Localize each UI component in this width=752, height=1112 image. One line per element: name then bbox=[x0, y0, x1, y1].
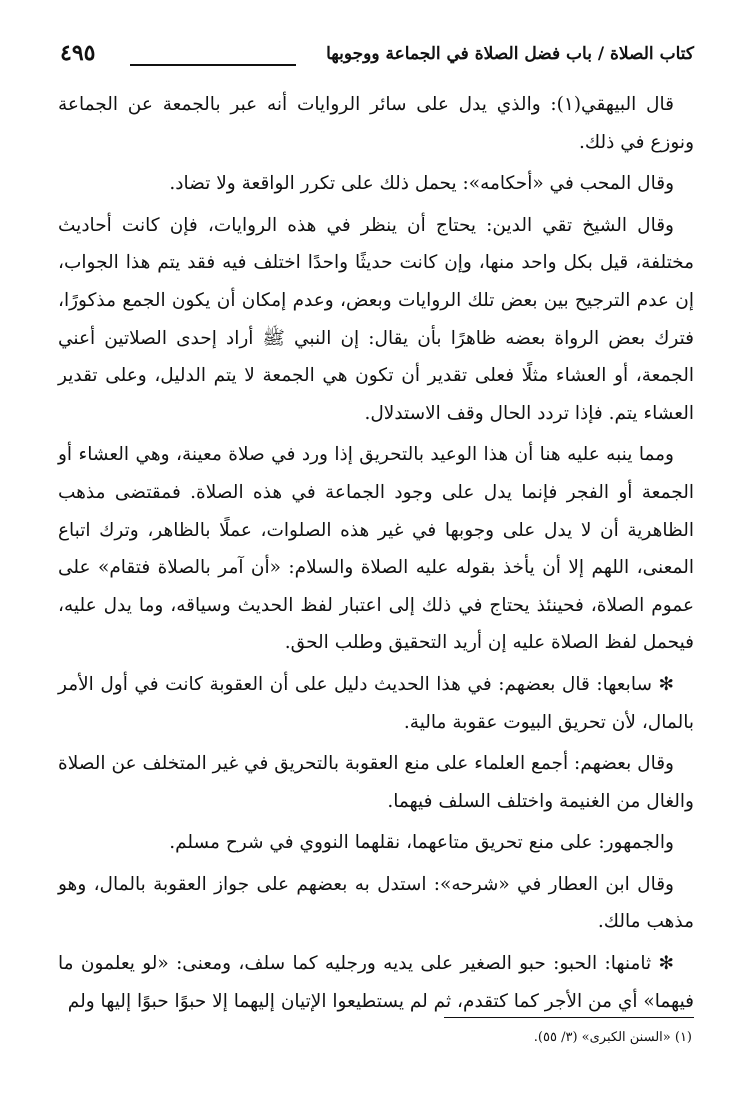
footnote-rule bbox=[444, 1017, 694, 1018]
paragraph-muhibb: وقال المحب في «أحكامه»: يحمل ذلك على تكرر الواقعة ولا تضاد. bbox=[169, 173, 674, 195]
page-number: ٤٩٥ bbox=[60, 40, 96, 66]
paragraph-bayhaqi: قال البيهقي(١): والذي يدل على سائر الروايات أنه عبر بالجمعة عن الجماعة ونوزع في ذلك. bbox=[58, 94, 694, 153]
running-title: كتاب الصلاة / باب فضل الصلاة في الجماعة ووجوبها bbox=[326, 44, 694, 64]
paragraph-seventh: ✻ سابعها: قال بعضهم: في هذا الحديث دليل على أن العقوبة كانت في أول الأمر بالمال، لأن تحريق البيوت عقوبة مالية. bbox=[58, 673, 694, 733]
footnote: (١) «السنن الكبرى» (٣/ ٥٥). bbox=[533, 1030, 692, 1045]
header-rule bbox=[130, 64, 296, 66]
paragraph-eighth: ✻ ثامنها: الحبو: حبو الصغير على يديه ورجليه كما سلف، ومعنى: «لو يعلمون ما فيهما» أي من الأجر كما كتقدم، ثم لم يستطيعوا الإتيان إليهما إلا حبوًا حبوًا إليها ولم bbox=[58, 953, 694, 1012]
paragraph-majority: والجمهور: على منع تحريق متاعهما، نقلهما النووي في شرح مسلم. bbox=[169, 832, 674, 854]
paragraph-consensus: وقال بعضهم: أجمع العلماء على منع العقوبة بالتحريق في غير المتخلف عن الصلاة والغال من الغنيمة واختلف السلف فيهما. bbox=[58, 753, 694, 812]
main-text bbox=[58, 86, 694, 1020]
paragraph-ibn-al-attar: وقال ابن العطار في «شرحه»: استدل به بعضهم على جواز العقوبة بالمال، وهو مذهب مالك. bbox=[58, 873, 694, 933]
paragraph-warning-note: ومما ينبه عليه هنا أن هذا الوعيد بالتحريق إذا ورد في صلاة معينة، وهي العشاء أو الجمعة أو الفجر فإنما يدل على وجود الجماعة في هذه الصلاة. فمقتضى مذهب الظاهرية أن لا يدل على وجوبها في غير هذه الصلوات، عملًا بالظاهر، وترك اتباع المعنى، اللهم إلا أن يأخذ بقوله عليه الصلاة والسلام: «أن آمر بالصلاة فتقام» على عموم الصلاة، فحينئذ يحتاج في ذلك إلى اعتبار لفظ الحديث وسياقه، وما يدل عليه، فيحمل لفظ الصلاة عليه إن أريد التحقيق وطلب الحق. bbox=[58, 444, 694, 654]
page-header bbox=[60, 40, 694, 74]
paragraph-taqi-al-din: وقال الشيخ تقي الدين: يحتاج أن ينظر في هذه الروايات، فإن كانت أحاديث مختلفة، قيل بكل واحد منها، وإن كانت حديثًا واحدًا اختلف فيه فقد يتم هذا الجواب، إن عدم الترجيح بين بعض تلك الروايات وبعض، وعدم إمكان أن يكون الجمع مذكورًا، فترك بعض الرواة بعضه ظاهرًا بأن يقال: إن النبي ﷺ أراد إحدى الصلاتين أعني الجمعة، أو العشاء مثلًا فعلى تقدير أن تكون هي الجمعة لا يتم الدليل، وعلى تقدير العشاء يتم. فإذا تردد الحال وقف الاستدلال. bbox=[58, 214, 694, 424]
